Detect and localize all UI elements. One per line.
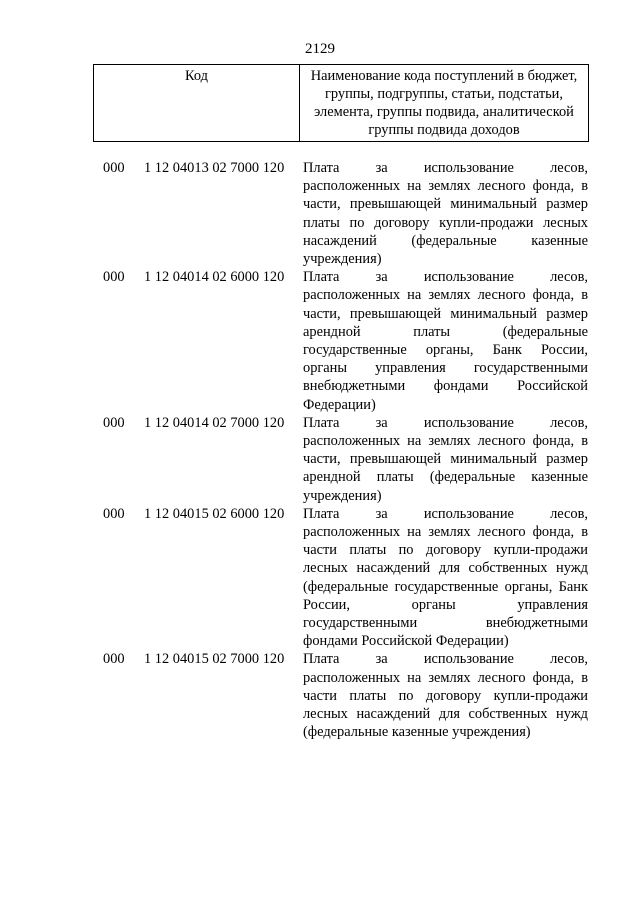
description-line: (федеральные государственные органы, Банк bbox=[303, 578, 588, 595]
description-line: (федеральные казенные учреждения) bbox=[303, 724, 531, 741]
budget-code: 1 12 04015 02 7000 120 bbox=[144, 651, 285, 668]
description-line: части, превышающей минимальный размер bbox=[303, 196, 588, 213]
admin-code: 000 bbox=[103, 505, 125, 522]
description-line: Плата за использование лесов, bbox=[303, 414, 588, 431]
description-line: части платы по договору купли-продажи bbox=[303, 542, 588, 559]
admin-code: 000 bbox=[103, 269, 125, 286]
budget-code: 1 12 04015 02 6000 120 bbox=[144, 505, 285, 522]
description-line: учреждения) bbox=[303, 251, 382, 268]
description-line: арендной платы (федеральные казенные bbox=[303, 469, 588, 486]
description-line: арендной платы (федеральные bbox=[303, 323, 588, 340]
description-line: части, превышающей минимальный размер bbox=[303, 451, 588, 468]
description bbox=[303, 414, 588, 505]
header-name-line: группы подвида доходов bbox=[368, 122, 520, 138]
description-line: Плата за использование лесов, bbox=[303, 269, 588, 286]
description-line: государственными внебюджетными bbox=[303, 615, 588, 632]
description-line: фондами Российской Федерации) bbox=[303, 633, 509, 650]
header-name-line: группы, подгруппы, статьи, подстатьи, bbox=[325, 86, 563, 102]
description-line: органы управления государственными bbox=[303, 360, 588, 377]
description-line: расположенных на землях лесного фонда, в bbox=[303, 524, 588, 541]
table-row bbox=[0, 650, 640, 741]
description bbox=[303, 159, 588, 268]
description-line: расположенных на землях лесного фонда, в bbox=[303, 287, 588, 304]
budget-code: 1 12 04014 02 6000 120 bbox=[144, 269, 285, 286]
table-row bbox=[0, 414, 640, 505]
description-line: части, превышающей минимальный размер bbox=[303, 305, 588, 322]
description-line: Плата за использование лесов, bbox=[303, 651, 588, 668]
description-line: Федерации) bbox=[303, 396, 376, 413]
description-line: лесных насаждений для собственных нужд bbox=[303, 560, 588, 577]
header-name-line: элемента, группы подвида, аналитической bbox=[314, 104, 574, 120]
description bbox=[303, 505, 588, 651]
description-line: внебюджетными фондами Российской bbox=[303, 378, 588, 395]
budget-code: 1 12 04014 02 7000 120 bbox=[144, 414, 285, 431]
admin-code: 000 bbox=[103, 651, 125, 668]
table-row bbox=[0, 268, 640, 414]
table-body bbox=[0, 159, 640, 742]
header-name-column bbox=[300, 65, 588, 141]
description-line: лесных насаждений для собственных нужд bbox=[303, 706, 588, 723]
description-line: учреждения) bbox=[303, 487, 382, 504]
admin-code: 000 bbox=[103, 160, 125, 176]
description bbox=[303, 650, 588, 741]
description-line: государственные органы, Банк России, bbox=[303, 342, 588, 359]
description-line: части платы по договору купли-продажи bbox=[303, 687, 588, 704]
header-name-line: Наименование кода поступлений в бюджет, bbox=[310, 68, 578, 84]
header-code-column: Код bbox=[94, 65, 300, 141]
table-row bbox=[0, 159, 640, 268]
description-line: платы по договору купли-продажи лесных bbox=[303, 214, 588, 231]
description-line: Плата за использование лесов, bbox=[303, 160, 588, 176]
description-line: расположенных на землях лесного фонда, в bbox=[303, 433, 588, 450]
description-line: Плата за использование лесов, bbox=[303, 505, 588, 522]
budget-code: 1 12 04013 02 7000 120 bbox=[144, 160, 285, 176]
table-row bbox=[0, 505, 640, 651]
description bbox=[303, 268, 588, 414]
description-line: насаждений (федеральные казенные bbox=[303, 232, 588, 249]
description-line: расположенных на землях лесного фонда, в bbox=[303, 669, 588, 686]
page-number: 2129 bbox=[305, 41, 335, 57]
description-line: России, органы управления bbox=[303, 596, 588, 613]
table-header bbox=[93, 64, 589, 142]
admin-code: 000 bbox=[103, 414, 125, 431]
description-line: расположенных на землях лесного фонда, в bbox=[303, 178, 588, 195]
